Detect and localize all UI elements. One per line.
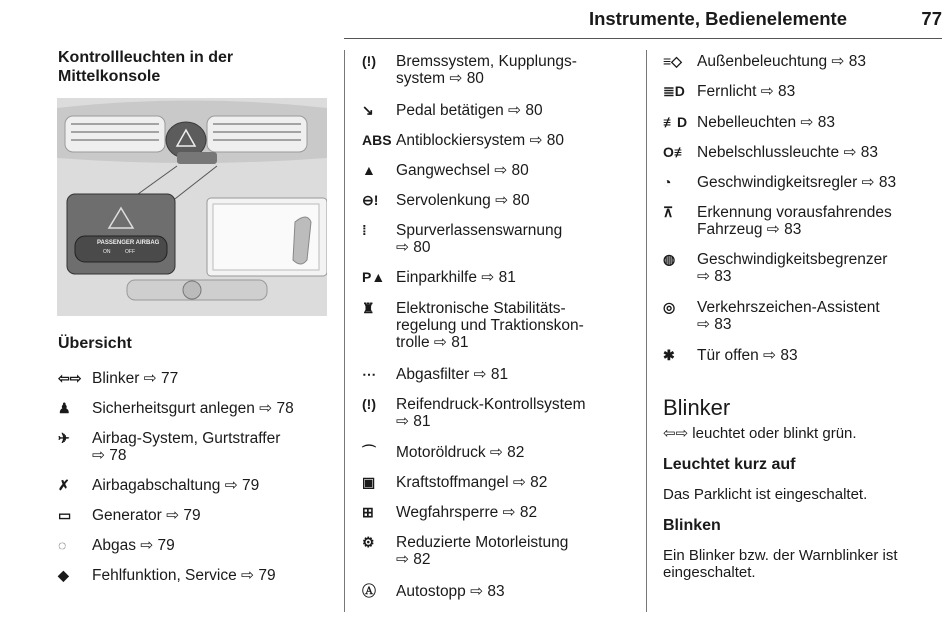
warning-light-icon: ↘ [362, 102, 374, 118]
list-item [362, 132, 637, 149]
warning-light-icon: ≣D [663, 83, 685, 99]
warning-light-icon: ⇦⇨ [58, 370, 82, 386]
list-item [58, 400, 333, 417]
blinker-heading: Blinker [663, 395, 731, 420]
list-item [362, 396, 637, 430]
warning-light-icon: ⁞ [362, 222, 367, 238]
warning-light-icon: ✱ [663, 347, 675, 363]
overview-heading: Übersicht [58, 335, 132, 352]
item-label: Fehlfunktion, Service ⇨ 79 [92, 567, 276, 584]
list-item [663, 299, 938, 333]
list-item [362, 504, 637, 521]
item-label: Motoröldruck ⇨ 82 [396, 444, 525, 461]
list-item [362, 53, 637, 87]
warning-light-icon: ⋯ [362, 366, 376, 382]
warning-light-icon: ◆ [58, 567, 69, 583]
item-label: Antiblockiersystem ⇨ 80 [396, 132, 565, 149]
warning-light-icon: ≢D [663, 114, 688, 130]
warning-light-icon: ⚙ [362, 534, 375, 550]
list-item [362, 534, 637, 568]
list-item [663, 144, 938, 161]
warning-light-icon: Ⓐ [362, 583, 376, 599]
list-item [663, 83, 938, 100]
airbag-off-label: OFF [125, 249, 135, 255]
column-divider-2 [646, 50, 647, 612]
airbag-on-label: ON [103, 249, 111, 255]
list-item [663, 114, 938, 131]
list-item [58, 370, 333, 387]
item-label: Außenbeleuchtung ⇨ 83 [697, 53, 866, 70]
item-label: Geschwindigkeitsregler ⇨ 83 [697, 174, 897, 191]
warning-light-icon: ✗ [58, 477, 70, 493]
console-figure [57, 98, 327, 316]
warning-light-icon: ⊼ [663, 204, 674, 220]
item-label: Spurverlassenswarnung ⇨ 80 [396, 222, 563, 256]
item-label: Fernlicht ⇨ 83 [697, 83, 796, 100]
list-item [663, 53, 938, 70]
list-item [362, 366, 637, 383]
page-header [0, 8, 950, 36]
item-label: Sicherheitsgurt anlegen ⇨ 78 [92, 400, 294, 417]
warning-light-icon: ♜ [362, 300, 375, 316]
item-label: Abgas ⇨ 79 [92, 537, 175, 554]
warning-light-icon: ⊖! [362, 192, 379, 208]
warning-light-icon: ▲ [362, 162, 376, 178]
item-label: Nebelleuchten ⇨ 83 [697, 114, 835, 131]
kurz-text: Das Parklicht ist eingeschaltet. [663, 486, 868, 503]
list-item [663, 347, 938, 364]
item-label: Airbagabschaltung ⇨ 79 [92, 477, 260, 494]
list-item [58, 430, 333, 464]
warning-light-icon: ABS [362, 132, 392, 148]
list-item [663, 251, 938, 285]
item-label: Verkehrszeichen-Assistent ⇨ 83 [697, 299, 880, 333]
warning-light-icon: ▣ [362, 474, 376, 490]
warning-light-icon: ◔ [663, 174, 672, 190]
column-divider-1 [344, 50, 345, 612]
list-item [362, 474, 637, 491]
kurz-heading: Leuchtet kurz auf [663, 456, 796, 473]
list-item [362, 269, 637, 286]
blinker-text: ⇦⇨ leuchtet oder blinkt grün. [663, 425, 857, 442]
item-label: Elektronische Stabilitäts- regelung und Traktionskon- trolle ⇨ 81 [396, 300, 584, 351]
list-item [362, 444, 637, 461]
item-label: Geschwindigkeitsbegrenzer ⇨ 83 [697, 251, 888, 285]
item-label: Nebelschlussleuchte ⇨ 83 [697, 144, 879, 161]
item-label: Kraftstoffmangel ⇨ 82 [396, 474, 548, 491]
list-item [58, 567, 333, 584]
item-label: Einparkhilfe ⇨ 81 [396, 269, 516, 286]
list-item [663, 174, 938, 191]
left-column [58, 48, 328, 86]
warning-light-icon: ◍ [663, 251, 676, 267]
page-number: 77 [921, 8, 942, 29]
blinken-heading: Blinken [663, 517, 721, 534]
item-label: Generator ⇨ 79 [92, 507, 201, 524]
blinken-text: Ein Blinker bzw. der Warnblinker ist eingeschaltet. [663, 547, 898, 581]
warning-light-icon: (!) [362, 53, 376, 69]
item-label: Gangwechsel ⇨ 80 [396, 162, 529, 179]
list-item [362, 162, 637, 179]
list-item [362, 192, 637, 209]
list-item [58, 477, 333, 494]
item-label: Airbag-System, Gurtstraffer ⇨ 78 [92, 430, 281, 464]
list-item [362, 102, 637, 119]
warning-light-icon: P▲ [362, 269, 386, 285]
section-title: Instrumente, Bedienelemente [588, 8, 847, 29]
warning-light-icon: ≡◇ [663, 53, 682, 69]
item-label: Servolenkung ⇨ 80 [396, 192, 530, 209]
item-label: Tür offen ⇨ 83 [697, 347, 798, 364]
list-item [663, 204, 938, 238]
item-label: Erkennung vorausfahrendes Fahrzeug ⇨ 83 [697, 204, 892, 238]
console-illustration [57, 98, 327, 316]
warning-light-icon: ◌ [58, 537, 67, 553]
item-label: Wegfahrsperre ⇨ 82 [396, 504, 538, 521]
list-item [58, 537, 333, 554]
warning-light-icon: ✈ [58, 430, 70, 446]
warning-light-icon: ◎ [663, 299, 676, 315]
item-label: Reduzierte Motorleistung ⇨ 82 [396, 534, 569, 568]
list-item [58, 507, 333, 524]
item-label: Reifendruck-Kontrollsystem ⇨ 81 [396, 396, 586, 430]
list-item [362, 583, 637, 600]
warning-light-icon: O≢ [663, 144, 688, 160]
item-label: Blinker ⇨ 77 [92, 370, 179, 387]
airbag-label: PASSENGER AIRBAG [97, 240, 160, 246]
item-label: Bremssystem, Kupplungs- system ⇨ 80 [396, 53, 577, 87]
item-label: Abgasfilter ⇨ 81 [396, 366, 509, 383]
list-item [362, 222, 637, 256]
warning-light-icon: ⊞ [362, 504, 374, 520]
item-label: Autostopp ⇨ 83 [396, 583, 505, 600]
warning-light-icon: ▭ [58, 507, 72, 523]
warning-light-icon: (!) [362, 396, 376, 412]
list-item [362, 300, 637, 351]
section-heading: Kontrollleuchten in der Mittelkonsole [58, 49, 234, 85]
item-label: Pedal betätigen ⇨ 80 [396, 102, 543, 119]
warning-light-icon: ♟ [58, 400, 71, 416]
warning-light-icon: ⌒ [362, 444, 376, 460]
header-rule [344, 38, 942, 39]
